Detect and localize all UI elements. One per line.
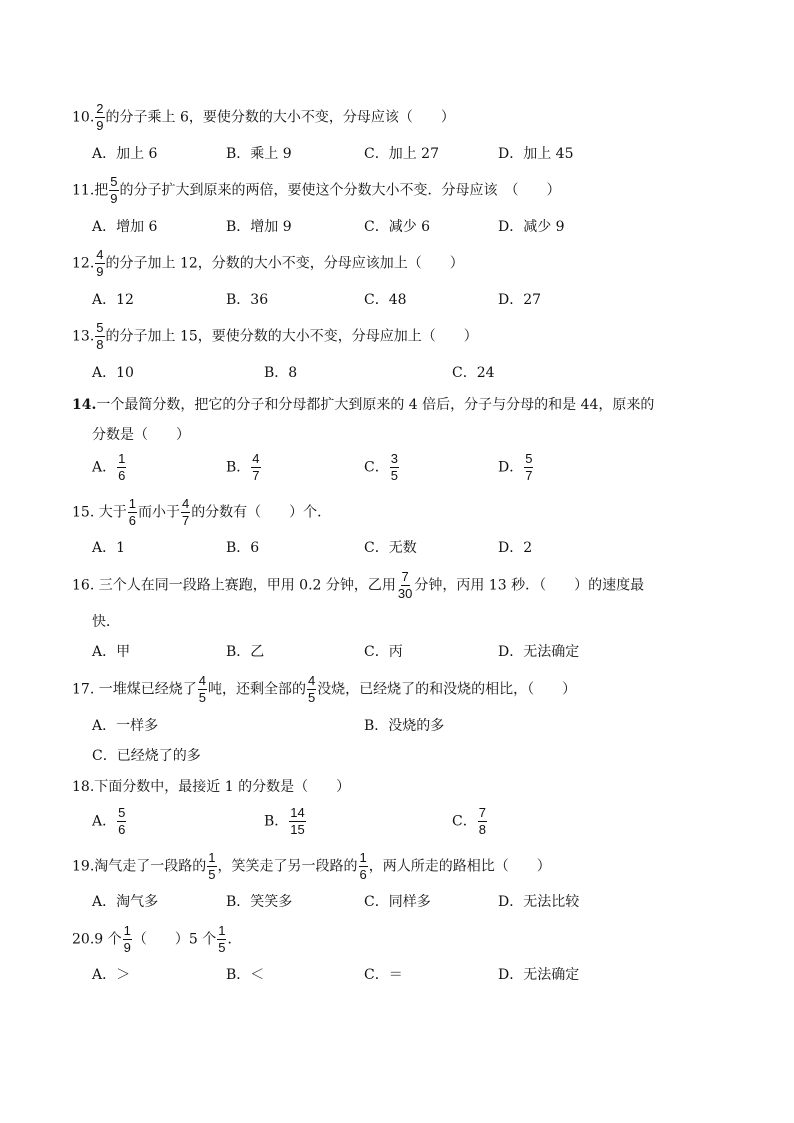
option-b[interactable]: B．6 <box>226 540 260 556</box>
fraction: $\frac{1}{9}$ <box>123 923 131 955</box>
option-c[interactable]: C．加上 27 <box>364 146 439 162</box>
question-text: 的分子加上 12，分数的大小不变，分母应该加上（ ） <box>105 255 464 272</box>
question-14 <box>72 395 654 415</box>
question-number: 15. <box>72 504 95 521</box>
option-a[interactable]: A．12 <box>92 292 134 308</box>
fraction: $\frac{5}{6}$ <box>118 805 126 837</box>
option-b[interactable]: B．＜ <box>226 967 265 983</box>
option-d[interactable]: D． $\frac{5}{7}$ <box>498 451 533 483</box>
question-number: 19. <box>72 858 95 875</box>
question-19: 19.淘气走了一段路的 $\frac{1}{5}$ ，笑笑走了另一段路的 $\frac{1}{6}$ ，两人所走的路相比（ ） <box>72 850 551 882</box>
question-number: 11. <box>72 182 95 199</box>
option-a[interactable]: A．10 <box>92 365 134 381</box>
option-d[interactable]: D．27 <box>498 292 542 308</box>
fraction: $\frac{1}{6}$ <box>128 496 136 528</box>
question-16: 16. 三个人在同一段路上赛跑，甲用 0.2 分钟，乙用 $\frac{7}{30}$ 分钟，丙用 13 秒．（ ）的速度最 <box>72 569 645 601</box>
option-c[interactable]: C．丙 <box>364 644 403 660</box>
question-text: 的分子乘上 6，要使分数的大小不变，分母应该（ ） <box>105 109 455 126</box>
fraction: $\frac{1}{5}$ <box>218 923 226 955</box>
fraction: $\frac{4}{7}$ <box>181 496 190 528</box>
question-10 <box>72 102 455 133</box>
fraction: $\frac{7}{8}$ <box>478 805 486 837</box>
option-a[interactable]: A．一样多 <box>92 718 159 734</box>
option-b[interactable]: B．8 <box>264 365 298 381</box>
option-a[interactable]: A．1 <box>92 540 126 556</box>
question-15: 15. 大于 $\frac{1}{6}$ 而小于 $\frac{4}{7}$ 的分数有（ ）个． <box>72 496 332 528</box>
fraction: $\frac{3}{5}$ <box>390 451 398 483</box>
question-text: 一个最简分数，把它的分子和分母都扩大到原来的 4 倍后，分子与分母的和是 44，原来的 <box>96 397 655 413</box>
option-c[interactable]: C．24 <box>452 365 495 381</box>
option-d[interactable]: D．无法确定 <box>498 967 580 983</box>
fraction: $\frac{5}{9}$ <box>110 174 118 206</box>
option-a[interactable]: A． $\frac{5}{6}$ <box>92 805 126 837</box>
question-13 <box>72 321 478 352</box>
question-11 <box>72 175 561 206</box>
fraction: $\frac{7}{30}$ <box>397 569 413 601</box>
option-a[interactable]: A．甲 <box>92 644 131 660</box>
fraction: $\frac{14}{15}$ <box>290 805 305 837</box>
question-14-line2: 分数是（ ） <box>92 427 190 443</box>
question-number: 20. <box>72 931 95 948</box>
option-b[interactable]: B．增加 9 <box>226 219 292 235</box>
question-number: 10. <box>72 109 95 126</box>
question-text: 的分子扩大到原来的两倍，要使这个分数大小不变．分母应该 （ ） <box>119 182 561 199</box>
option-d[interactable]: D．减少 9 <box>498 219 565 235</box>
option-c[interactable]: C． $\frac{3}{5}$ <box>364 451 398 483</box>
option-d[interactable]: D．2 <box>498 540 533 556</box>
question-number: 16. <box>72 577 95 594</box>
option-b[interactable]: B．没烧的多 <box>364 718 445 734</box>
question-18 <box>72 777 350 797</box>
option-b[interactable]: B．笑笑多 <box>226 894 293 910</box>
fraction: $\frac{4}{5}$ <box>198 673 206 705</box>
question-number: 13. <box>72 328 95 345</box>
option-b[interactable]: B． $\frac{4}{7}$ <box>226 451 260 483</box>
question-20: 20.9 个 $\frac{1}{9}$ （ ）5 个 $\frac{1}{5}$ ． <box>72 923 242 955</box>
option-d[interactable]: D．无法比较 <box>498 894 580 910</box>
option-c[interactable]: C．无数 <box>364 540 417 556</box>
option-a[interactable]: A．加上 6 <box>92 146 158 162</box>
option-b[interactable]: B．36 <box>226 292 269 308</box>
option-c[interactable]: C． $\frac{7}{8}$ <box>452 805 486 837</box>
option-b[interactable]: B．乘上 9 <box>226 146 292 162</box>
question-text: 下面分数中，最接近 1 的分数是（ ） <box>94 779 351 795</box>
fraction: $\frac{1}{6}$ <box>359 850 367 882</box>
question-text: 的分子加上 15，要使分数的大小不变，分母应加上（ ） <box>105 328 478 345</box>
option-d[interactable]: D．加上 45 <box>498 146 574 162</box>
fraction: $\frac{1}{5}$ <box>208 850 216 882</box>
option-c[interactable]: C．同样多 <box>364 894 431 910</box>
fraction: $\frac{5}{7}$ <box>525 451 533 483</box>
fraction: $\frac{2}{9}$ <box>96 101 104 133</box>
question-text-pre: 把 <box>94 182 109 199</box>
option-b[interactable]: B． $\frac{14}{15}$ <box>264 805 305 837</box>
option-c[interactable]: C．＝ <box>364 967 403 983</box>
option-a[interactable]: A． $\frac{1}{6}$ <box>92 451 126 483</box>
question-number: 18. <box>72 779 95 795</box>
question-16-line2: 快． <box>92 614 120 630</box>
option-c[interactable]: C．减少 6 <box>364 219 431 235</box>
question-number: 17. <box>72 681 95 698</box>
fraction: $\frac{4}{5}$ <box>307 673 316 705</box>
fraction: $\frac{1}{6}$ <box>118 451 126 483</box>
fraction: $\frac{4}{7}$ <box>252 451 260 483</box>
option-a[interactable]: A．增加 6 <box>92 219 158 235</box>
option-c[interactable]: C．48 <box>364 292 407 308</box>
question-17: 17. 一堆煤已经烧了 $\frac{4}{5}$ 吨，还剩全部的 $\frac{4}{5}$ 没烧，已经烧了的和没烧的相比，（ ） <box>72 673 577 705</box>
fraction: $\frac{5}{8}$ <box>96 320 104 352</box>
question-12 <box>72 248 464 279</box>
option-c[interactable]: C．已经烧了的多 <box>92 748 201 764</box>
option-d[interactable]: D．无法确定 <box>498 644 580 660</box>
fraction: $\frac{4}{9}$ <box>96 247 104 279</box>
option-b[interactable]: B．乙 <box>226 644 265 660</box>
question-number: 12. <box>72 255 95 272</box>
option-a[interactable]: A．＞ <box>92 967 131 983</box>
option-a[interactable]: A．淘气多 <box>92 894 159 910</box>
question-number: 14. <box>72 397 97 413</box>
